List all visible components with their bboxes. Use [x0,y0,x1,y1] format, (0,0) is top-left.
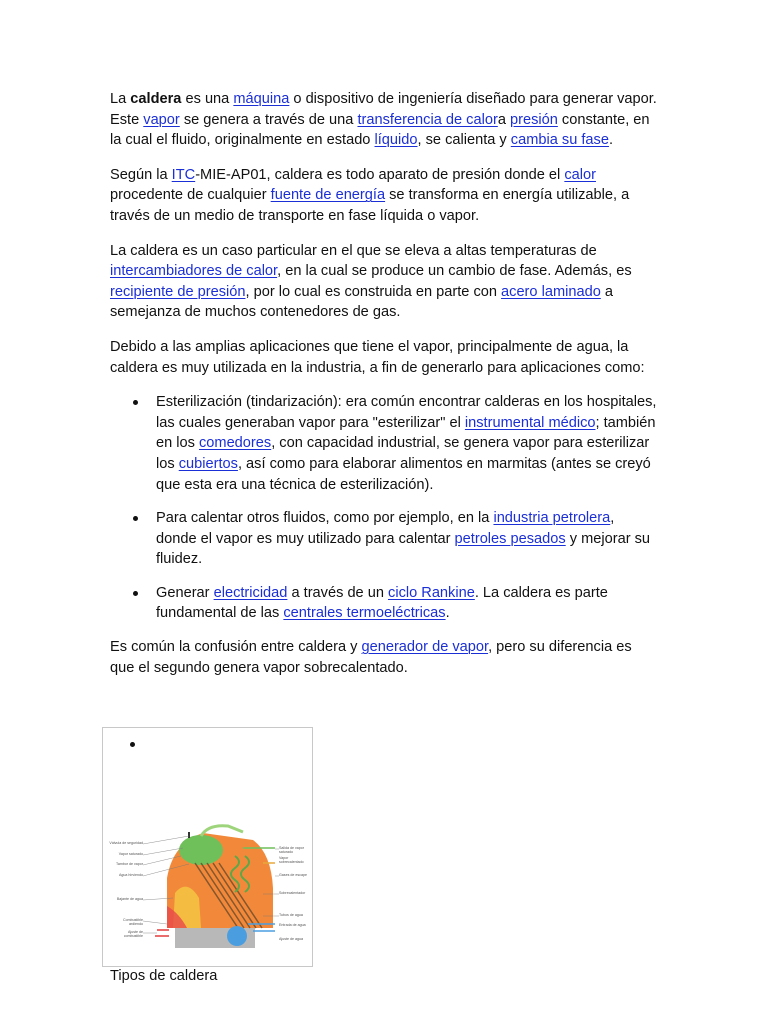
applications-list [110,392,658,624]
paragraph-confusion [110,637,658,678]
text: Es común la confusión entre caldera y [110,639,362,656]
document-body [110,89,658,692]
figure-label-right: Sobrecalentador [279,891,306,895]
text: Debido a las amplias aplicaciones que tiene el vapor, principalmente de agua, la caldera es muy utilizada en la industria, a fin de generarlo para aplicaciones como: [110,338,645,376]
figure-label-right: Tubos de agua [279,913,303,917]
link-calor[interactable]: calor [564,166,596,183]
link-liquido[interactable]: líquido [374,132,418,149]
boiler-figure [102,727,313,967]
text: a través de un [287,584,389,601]
link-industria-petrolera[interactable]: industria petrolera [493,510,611,527]
figure-label-left: Válvula de seguridad [109,841,143,845]
list-item-calentar-fluidos [156,508,658,570]
link-generador-de-vapor[interactable]: generador de vapor [361,639,489,656]
water-drum [227,926,247,946]
text: Según la [110,166,172,183]
steam-drum [179,835,223,865]
figure-label-left: Bajante de agua [116,897,143,901]
bold-term-caldera: caldera [130,91,182,107]
link-instrumental-medico[interactable]: instrumental médico [464,414,596,431]
text: La [110,91,131,107]
link-acero-laminado[interactable]: acero laminado [501,283,601,300]
text: La caldera es un caso particular en el que se eleva a altas temperaturas de [110,242,597,259]
text: . [608,132,614,149]
figure-label-left: Tambor de vapor [116,862,143,866]
link-centrales-termoelectricas[interactable]: centrales termoeléctricas [283,605,446,622]
text: procedente de cualquier [110,187,271,204]
figure-label-left: Agua hirviendo [119,873,143,877]
text: constante, en la cual el fluido, originalmente en estado [110,111,650,149]
link-petroles-pesados[interactable]: petroles pesados [454,530,566,547]
figure-label-left: Combustible ardiendo [123,918,143,926]
figure-label-right: Vapor sobrecalentado [279,856,304,864]
text: se genera a través de una [179,111,358,128]
text: a [497,111,510,128]
link-cambia-su-fase[interactable]: cambia su fase [510,132,609,149]
paragraph-aplicaciones [110,337,658,378]
text: Esterilización (tindarización): era común encontrar calderas en los hospitales, las cuales generaban vapor para "esterilizar" el [156,394,657,431]
link-transferencia-de-calor[interactable]: transferencia de calor [357,111,498,128]
link-intercambiadores-de-calor[interactable]: intercambiadores de calor [110,263,278,280]
text: , por lo cual es construida en parte con [245,283,502,300]
link-presion[interactable]: presión [509,111,558,128]
link-recipiente-de-presion[interactable]: recipiente de presión [110,283,246,300]
paragraph-itc [110,165,658,227]
figure-label-right: Entrada de agua [279,923,306,927]
figure-label-right: Salida de vapor saturado [279,846,304,854]
link-cubiertos[interactable]: cubiertos [178,455,238,472]
text: . La caldera es parte fundamental de las [156,584,608,622]
text: a semejanza de muchos contenedores de gas. [110,283,613,321]
text: -MIE-AP01, caldera es todo aparato de presión donde el [195,166,565,183]
text: Generar [156,584,214,601]
text: , se calienta y [417,132,511,149]
text: , con capacidad industrial, se genera vapor para esterilizar los [156,435,650,472]
text: . [445,605,450,622]
link-ciclo-rankine[interactable]: ciclo Rankine [388,584,475,601]
link-vapor[interactable]: vapor [143,111,180,128]
link-comedores[interactable]: comedores [199,435,272,452]
text: , así como para elaborar alimentos en marmitas (antes se creyó que esta era una técnica de esterilización). [156,455,651,493]
paragraph-intro [110,89,658,151]
link-itc[interactable]: ITC [171,166,196,183]
figure-caption: Tipos de caldera [110,968,218,984]
text: se transforma en energía utilizable, a través de un medio de transporte en fase líquida o vapor. [110,187,630,224]
figure-label-right: Gases de escape [279,873,307,877]
text: o dispositivo de ingeniería diseñado para generar vapor. Este [110,91,657,128]
paragraph-caso-particular [110,241,658,323]
list-item-electricidad [156,583,658,624]
text: ; también en los [156,414,656,452]
link-electricidad[interactable]: electricidad [213,584,288,601]
text: , donde el vapor es muy utilizado para calentar [156,510,615,547]
text: Para calentar otros fluidos, como por ejemplo, en la [156,510,494,527]
text: es una [181,91,234,107]
figure-label-right: Ajuste de agua [279,937,303,941]
list-item-esterilizacion [156,392,658,495]
text: y mejorar su fluidez. [156,530,651,568]
link-fuente-de-energia[interactable]: fuente de energía [270,187,386,204]
link-maquina[interactable]: máquina [233,91,290,107]
figure-label-left: Vapor saturado [118,852,143,856]
text: , en la cual se produce un cambio de fase. Además, es [277,263,632,280]
figure-label-left: Ajuste de combustible [123,930,143,938]
text: , pero su diferencia es que el segundo genera vapor sobrecalentado. [110,639,632,676]
